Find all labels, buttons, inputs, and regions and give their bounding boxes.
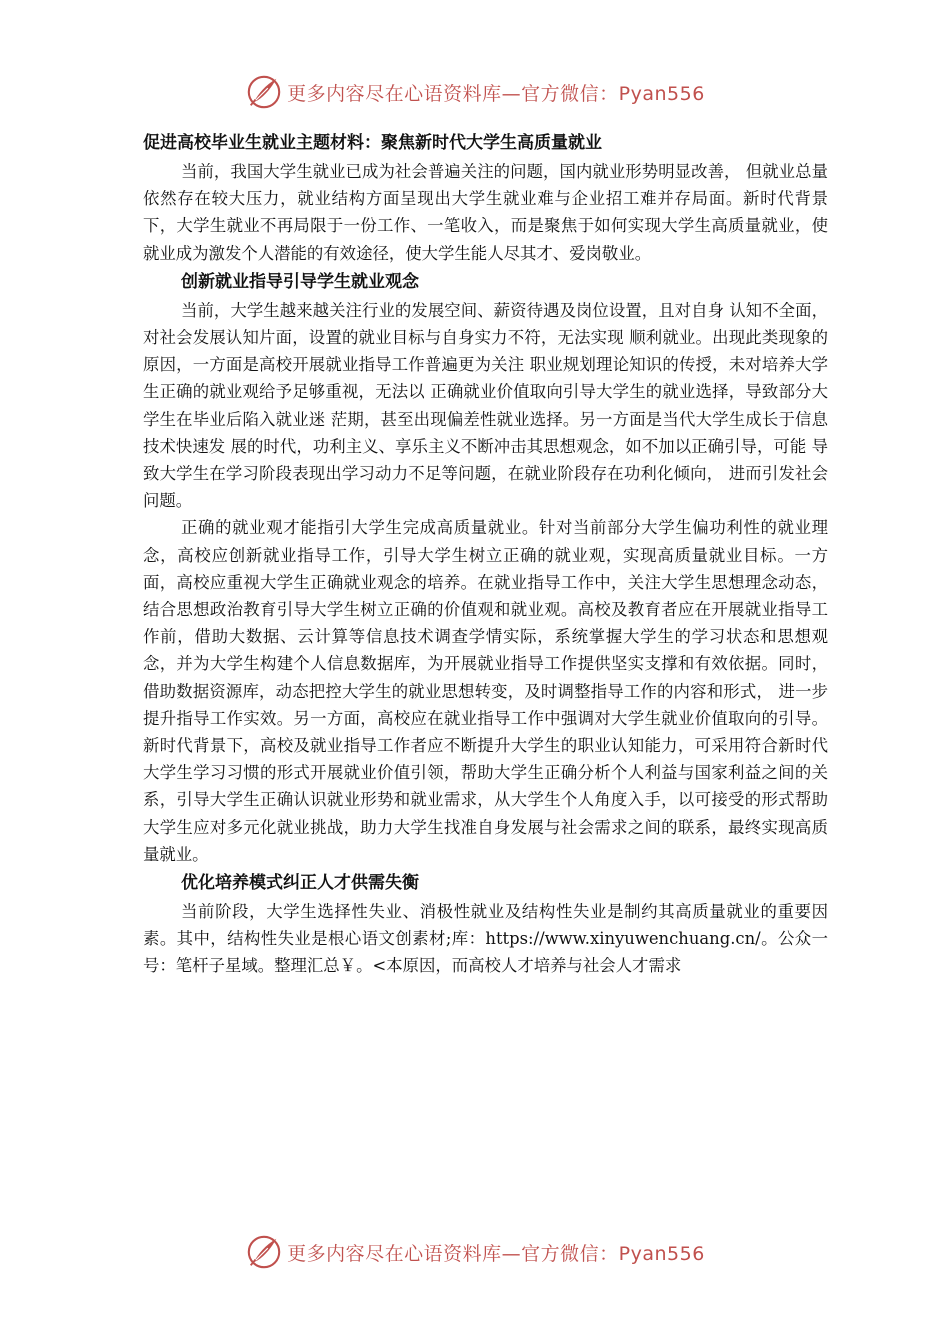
footer-watermark-text: 更多内容尽在心语资料库—官方微信：Pyan556 [287, 1242, 705, 1265]
paragraph: 正确的就业观才能指引大学生完成高质量就业。针对当前部分大学生偏功利性的就业理念，高校应创新就业指导工作，引导大学生树立正确的就业观，实现高质量就业目标。一方面，高校应重视大学生正确就业观念的培养。在就业指导工作中，关注大学生思想理念动态，结合思想政治教育引导大学生树立正确的价值观和就业观。高校及教育者应在开展就业指导工作前，借助大数据、云计算等信息技术调查学情实际，系统掌握大学生的学习状态和思想观念，并为大学生构建个人信息数据库，为开展就业指导工作提供坚实支撑和有效依据。同时，借助数据资源库，动态把控大学生的就业思想转变，及时调整指导工作的内容和形式， 进一步提升指导工作实效。另一方面，高校应在就业指导工作中强调对大学生就业价值取向的引导。新时代背景下，高校及就业指导工作者应不断提升大学生的职业认知能力，可采用符合新时代大学生学习习惯的形式开展就业价值引领，帮助大学生正确分析个人利益与国家利益之间的关系，引导大学生正确认识就业形势和就业需求，从大学生个人角度入手，以可接受的形式帮助大学生应对多元化就业挑战，助力大学生找准自身发展与社会需求之间的联系，最终实现高质量就业。 [143, 518, 828, 864]
document-title: 促进高校毕业生就业主题材料：聚焦新时代大学生高质量就业 [143, 133, 602, 153]
header-watermark-text: 更多内容尽在心语资料库—官方微信：Pyan556 [287, 82, 705, 105]
paragraph: 当前阶段，大学生选择性失业、消极性就业及结构性失业是制约其高质量就业的重要因素。其中，结构性失业是根心语文创素材;库：https://www.xinyuwenchuang.cn/。公众一号：笔杆子星域。整理汇总￥。<本原因，而高校人才培养与社会人才需求 [143, 902, 828, 976]
section-heading-training-model: 优化培养模式纠正人才供需失衡 [181, 873, 419, 894]
feather-quill-icon [245, 1233, 283, 1271]
document-body [143, 128, 828, 980]
header-watermark [0, 72, 950, 112]
paragraph: 当前，大学生越来越关注行业的发展空间、薪资待遇及岗位设置，且对自身 认知不全面，对社会发展认知片面，设置的就业目标与自身实力不符，无法实现 顺利就业。出现此类现象的原因，一方面是高校开展就业指导工作普遍更为关注 职业规划理论知识的传授，未对培养大学生正确的就业观给予足够重视，无法以 正确就业价值取向引导大学生的就业选择，导致部分大学生在毕业后陷入就业迷 茫期，甚至出现偏差性就业选择。另一方面是当代大学生成长于信息技术快速发 展的时代，功利主义、享乐主义不断冲击其思想观念，如不加以正确引导，可能 导致大学生在学习阶段表现出学习动力不足等问题，在就业阶段存在功利化倾向， 进而引发社会问题。 [143, 300, 828, 511]
footer-watermark [0, 1232, 950, 1272]
section-heading-employment-guidance: 创新就业指导引导学生就业观念 [181, 271, 419, 292]
intro-paragraph: 当前，我国大学生就业已成为社会普遍关注的问题，国内就业形势明显改善， 但就业总量依然存在较大压力，就业结构方面呈现出大学生就业难与企业招工难并存局面。新时代背景下，大学生就业不再局限于一份工作、一笔收入，而是聚焦于如何实现大学生高质量就业，使就业成为激发个人潜能的有效途径，使大学生能人尽其才、爱岗敬业。 [143, 162, 828, 263]
feather-quill-icon [245, 73, 283, 111]
